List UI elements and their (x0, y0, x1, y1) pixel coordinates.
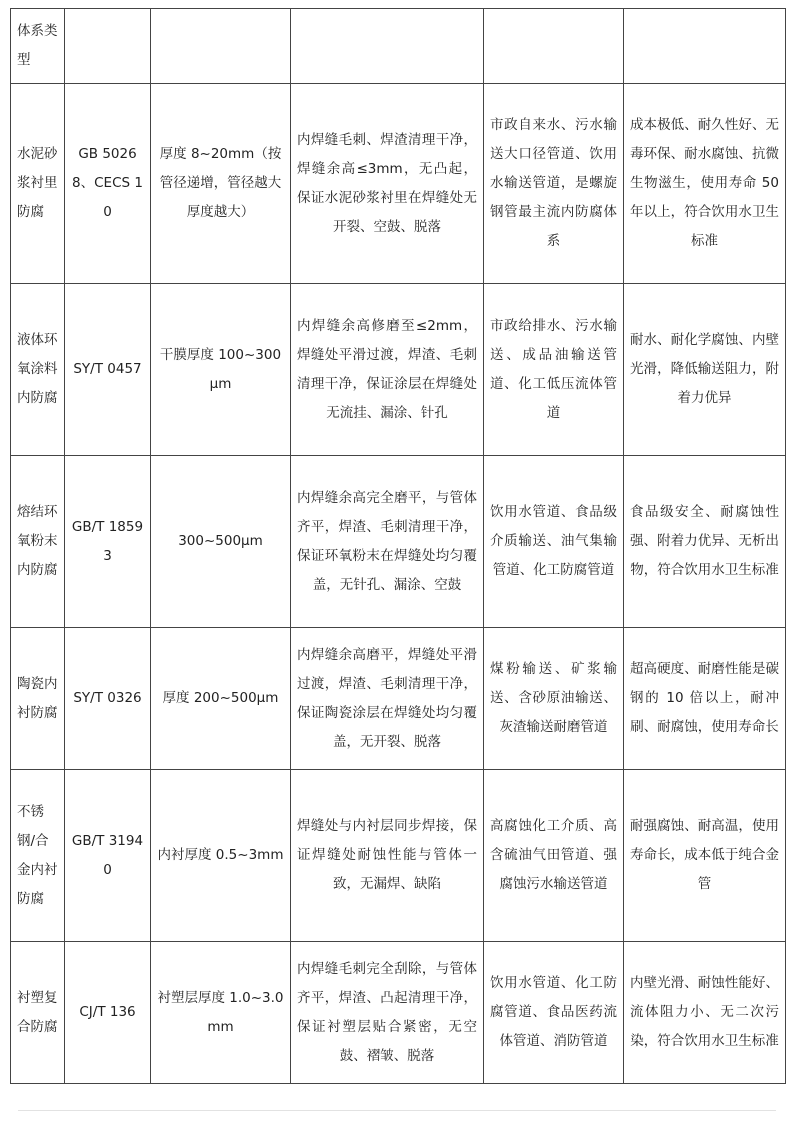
table-row (11, 942, 786, 1084)
cell-weld-requirement: 内焊缝毛刺、焊渣清理干净，焊缝余高≤3mm，无凸起，保证水泥砂浆衬里在焊缝处无开裂、空鼓、脱落 (291, 84, 484, 284)
cell-empty (151, 9, 291, 84)
cell-advantages: 内壁光滑、耐蚀性能好、流体阻力小、无二次污染，符合饮用水卫生标准 (624, 942, 786, 1084)
cell-weld-requirement: 焊缝处与内衬层同步焊接，保证焊缝处耐蚀性能与管体一致，无漏焊、缺陷 (291, 770, 484, 942)
cell-application: 饮用水管道、食品级介质输送、油气集输管道、化工防腐管道 (484, 456, 624, 628)
page-divider (18, 1110, 776, 1111)
cell-type: 水泥砂浆衬里防腐 (11, 84, 65, 284)
cell-empty (291, 9, 484, 84)
cell-application: 饮用水管道、化工防腐管道、食品医药流体管道、消防管道 (484, 942, 624, 1084)
cell-standard: SY/T 0326 (65, 628, 151, 770)
cell-application: 市政给排水、污水输送、成品油输送管道、化工低压流体管道 (484, 284, 624, 456)
cell-standard: GB/T 31940 (65, 770, 151, 942)
cell-application: 高腐蚀化工介质、高含硫油气田管道、强腐蚀污水输送管道 (484, 770, 624, 942)
cell-thickness: 300~500μm (151, 456, 291, 628)
cell-thickness: 衬塑层厚度 1.0~3.0mm (151, 942, 291, 1084)
cell-advantages: 耐强腐蚀、耐高温，使用寿命长，成本低于纯合金管 (624, 770, 786, 942)
cell-weld-requirement: 内焊缝毛刺完全刮除，与管体齐平，焊渣、凸起清理干净，保证衬塑层贴合紧密，无空鼓、褶皱、脱落 (291, 942, 484, 1084)
table-row (11, 84, 786, 284)
anticorrosion-spec-table (10, 8, 786, 1084)
cell-empty (484, 9, 624, 84)
cell-thickness: 内衬厚度 0.5~3mm (151, 770, 291, 942)
cell-empty (624, 9, 786, 84)
cell-thickness: 厚度 200~500μm (151, 628, 291, 770)
cell-weld-requirement: 内焊缝余高修磨至≤2mm，焊缝处平滑过渡，焊渣、毛刺清理干净，保证涂层在焊缝处无流挂、漏涂、针孔 (291, 284, 484, 456)
table-row (11, 628, 786, 770)
cell-standard: CJ/T 136 (65, 942, 151, 1084)
cell-thickness: 厚度 8~20mm（按管径递增，管径越大厚度越大） (151, 84, 291, 284)
cell-application: 市政自来水、污水输送大口径管道、饮用水输送管道，是螺旋钢管最主流内防腐体系 (484, 84, 624, 284)
cell-advantages: 超高硬度、耐磨性能是碳钢的 10 倍以上，耐冲刷、耐腐蚀，使用寿命长 (624, 628, 786, 770)
cell-type: 陶瓷内衬防腐 (11, 628, 65, 770)
cell-type: 液体环氧涂料内防腐 (11, 284, 65, 456)
cell-standard: GB 50268、CECS 10 (65, 84, 151, 284)
cell-weld-requirement: 内焊缝余高完全磨平，与管体齐平，焊渣、毛刺清理干净，保证环氧粉末在焊缝处均匀覆盖，无针孔、漏涂、空鼓 (291, 456, 484, 628)
cell-type: 衬塑复合防腐 (11, 942, 65, 1084)
cell-standard: GB/T 18593 (65, 456, 151, 628)
cell-type: 熔结环氧粉末内防腐 (11, 456, 65, 628)
cell-empty (65, 9, 151, 84)
cell-application: 煤粉输送、矿浆输送、含砂原油输送、灰渣输送耐磨管道 (484, 628, 624, 770)
cell-weld-requirement: 内焊缝余高磨平，焊缝处平滑过渡，焊渣、毛刺清理干净，保证陶瓷涂层在焊缝处均匀覆盖，无开裂、脱落 (291, 628, 484, 770)
cell-type: 不锈钢/合金内衬防腐 (11, 770, 65, 942)
cell-standard: SY/T 0457 (65, 284, 151, 456)
cell-advantages: 食品级安全、耐腐蚀性强、附着力优异、无析出物，符合饮用水卫生标准 (624, 456, 786, 628)
cell-advantages: 耐水、耐化学腐蚀、内壁光滑，降低输送阻力，附着力优异 (624, 284, 786, 456)
table-row (11, 456, 786, 628)
cell-type-header: 体系类型 (11, 9, 65, 84)
table-row-partial-header (11, 9, 786, 84)
cell-thickness: 干膜厚度 100~300μm (151, 284, 291, 456)
table-row (11, 770, 786, 942)
table-row (11, 284, 786, 456)
cell-advantages: 成本极低、耐久性好、无毒环保、耐水腐蚀、抗微生物滋生，使用寿命 50 年以上，符合饮用水卫生标准 (624, 84, 786, 284)
